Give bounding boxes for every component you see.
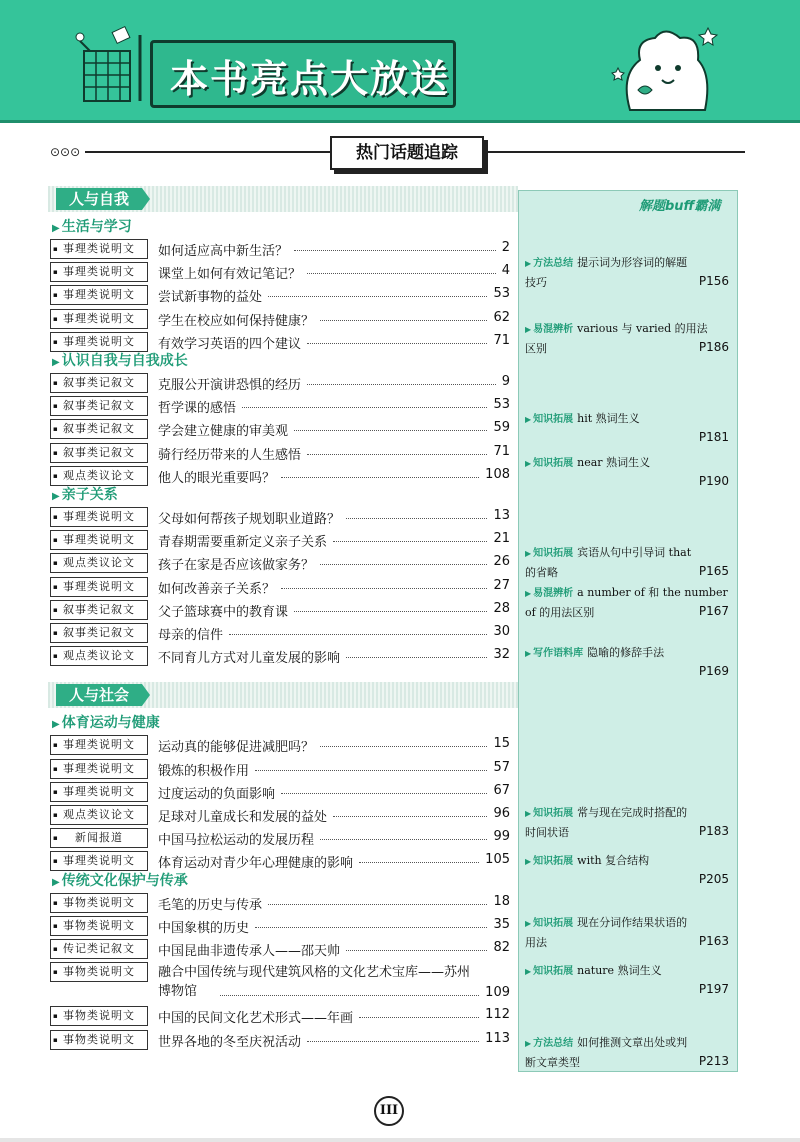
dot-leader bbox=[320, 746, 487, 747]
tip-page-ref: P181 bbox=[698, 430, 729, 444]
toc-row[interactable] bbox=[50, 238, 516, 260]
page-ref: 9 bbox=[501, 374, 510, 389]
dot-leader bbox=[294, 611, 487, 612]
toc-row[interactable] bbox=[50, 1029, 516, 1051]
tip-item bbox=[525, 961, 733, 996]
genre-tag: ▪ 叙事类记叙文 bbox=[50, 443, 148, 463]
tip-text-continued: 区别 bbox=[525, 342, 547, 355]
toc-row[interactable] bbox=[50, 261, 516, 283]
article-title: 克服公开演讲恐惧的经历 bbox=[158, 378, 302, 393]
tip-text: a number of 和 the number bbox=[577, 586, 728, 599]
genre-tag: ▪ 传记类记叙文 bbox=[50, 939, 148, 959]
toc-row[interactable] bbox=[50, 827, 516, 849]
page-ref: 71 bbox=[493, 332, 510, 348]
page-ref: 53 bbox=[493, 286, 510, 302]
triangle-bullet-icon: ▶ bbox=[52, 357, 60, 368]
tip-text-continued: 技巧 bbox=[525, 276, 547, 289]
genre-tag: ▪ 事理类说明文 bbox=[50, 262, 148, 282]
page-ref: 108 bbox=[485, 466, 510, 482]
genre-tag: ▪ 事理类说明文 bbox=[50, 507, 148, 527]
dot-leader bbox=[359, 1017, 479, 1018]
article-title: 中国象棋的历史 bbox=[158, 920, 250, 936]
tip-text-continued: 时间状语 bbox=[525, 826, 569, 839]
genre-tag: ▪ 事物类说明文 bbox=[50, 962, 148, 982]
dot-leader bbox=[346, 657, 487, 658]
genre-tag: ▪ 事物类说明文 bbox=[50, 1030, 148, 1050]
tip-item bbox=[525, 453, 733, 488]
triangle-bullet-icon: ▶ bbox=[52, 223, 60, 234]
article-title: 锻炼的积极作用 bbox=[158, 763, 250, 779]
tip-item bbox=[525, 409, 733, 444]
dot-leader bbox=[255, 927, 487, 928]
triangle-bullet-icon: ▶ bbox=[52, 876, 60, 888]
page-ref: 53 bbox=[493, 397, 510, 413]
tip-item bbox=[525, 319, 733, 358]
toc-row[interactable] bbox=[50, 961, 516, 1005]
toc-row[interactable] bbox=[50, 645, 516, 667]
dot-leader bbox=[268, 296, 487, 297]
dot-leader bbox=[346, 950, 487, 951]
article-title: 融合中国传统与现代建筑风格的文化艺术宝库——苏州博物馆 bbox=[158, 965, 471, 1000]
genre-tag: ▪ 事理类说明文 bbox=[50, 285, 148, 305]
article-title: 运动真的能够促进减肥吗？ bbox=[158, 740, 315, 756]
toc-row[interactable] bbox=[50, 465, 516, 487]
genre-tag: ▪ 观点类议论文 bbox=[50, 805, 148, 825]
page-ref: 2 bbox=[501, 240, 510, 255]
article-title: 有效学习英语的四个建议 bbox=[158, 336, 302, 352]
tip-item bbox=[525, 543, 733, 582]
dot-leader bbox=[255, 770, 487, 771]
tips-panel-heading: 解题buff霸满 bbox=[639, 199, 721, 214]
genre-tag: ▪ 事理类说明文 bbox=[50, 735, 148, 755]
article-title: 母亲的信件 bbox=[158, 628, 224, 643]
article-title: 青春期需要重新定义亲子关系 bbox=[158, 535, 328, 551]
genre-tag: ▪ 观点类议论文 bbox=[50, 553, 148, 573]
tip-kind: ▶ 知识拓展 bbox=[525, 414, 573, 425]
genre-tag: ▪ 观点类议论文 bbox=[50, 646, 148, 666]
genre-tag: ▪ 事理类说明文 bbox=[50, 782, 148, 802]
toc-row[interactable] bbox=[50, 781, 516, 803]
article-title: 世界各地的冬至庆祝活动 bbox=[158, 1034, 302, 1050]
alpaca-mascot-icon bbox=[610, 20, 720, 115]
section-label: 人与自我 bbox=[56, 188, 142, 210]
tip-page-ref: P165 bbox=[698, 564, 729, 578]
dot-leader bbox=[333, 541, 487, 542]
tip-kind: ▶ 知识拓展 bbox=[525, 918, 573, 929]
genre-tag: ▪ 事物类说明文 bbox=[50, 1006, 148, 1026]
tip-text: 隐喻的修辞手法 bbox=[587, 646, 665, 659]
tip-text: near 熟词生义 bbox=[577, 456, 651, 469]
group-heading-text: 亲子关系 bbox=[61, 487, 118, 503]
tip-page-ref: P213 bbox=[698, 1054, 729, 1068]
tip-page-ref: P205 bbox=[698, 872, 729, 886]
tip-item bbox=[525, 253, 733, 292]
toc-row[interactable] bbox=[50, 442, 516, 464]
page-ref: 113 bbox=[485, 1030, 510, 1046]
dot-leader bbox=[320, 839, 487, 840]
toc-row[interactable] bbox=[50, 529, 516, 551]
dot-leader bbox=[281, 793, 487, 794]
dot-leader bbox=[359, 862, 479, 863]
dot-leader bbox=[281, 477, 479, 478]
article-title: 不同育儿方式对儿童发展的影响 bbox=[158, 651, 341, 667]
page-ref: 99 bbox=[493, 829, 510, 845]
dot-leader bbox=[307, 454, 487, 455]
page-ref: 71 bbox=[493, 443, 510, 459]
dot-leader bbox=[281, 588, 487, 589]
page-ref: 62 bbox=[493, 309, 510, 325]
tip-kind: ▶ 方法总结 bbox=[525, 258, 573, 269]
page-ref: 13 bbox=[493, 508, 510, 523]
article-title: 学会建立健康的审美观 bbox=[158, 424, 289, 440]
tip-text: with 复合结构 bbox=[577, 854, 650, 867]
toc-row[interactable] bbox=[50, 372, 516, 394]
triangle-bullet-icon: ▶ bbox=[52, 719, 60, 731]
tip-kind: ▶ 易混辨析 bbox=[525, 588, 573, 599]
page-title: 本书亮点大放送 bbox=[170, 57, 451, 101]
tip-text: nature 熟词生义 bbox=[577, 964, 662, 977]
page-ref: 96 bbox=[493, 806, 510, 821]
dot-leader bbox=[307, 384, 496, 385]
tip-page-ref: P197 bbox=[698, 982, 729, 996]
genre-tag: ▪ 事理类说明文 bbox=[50, 309, 148, 329]
article-title: 尝试新事物的益处 bbox=[158, 290, 263, 306]
article-title: 父母如何帮孩子规划职业道路？ bbox=[158, 512, 341, 527]
header-banner bbox=[0, 0, 800, 123]
page-number: III bbox=[374, 1096, 404, 1126]
tip-text: various 与 varied 的用法 bbox=[577, 322, 708, 335]
page-ref: 18 bbox=[493, 893, 510, 909]
tips-panel bbox=[518, 190, 738, 1072]
toc-row[interactable] bbox=[50, 418, 516, 440]
group-heading-text: 传统文化保护与传承 bbox=[61, 872, 188, 889]
dots-decoration-icon: ⊙⊙⊙ bbox=[50, 145, 81, 159]
tip-kind: ▶ 方法总结 bbox=[525, 1038, 573, 1049]
dot-leader bbox=[229, 634, 487, 635]
page-ref: 35 bbox=[493, 916, 510, 932]
genre-tag: ▪ 叙事类记叙文 bbox=[50, 373, 148, 393]
article-title: 过度运动的负面影响 bbox=[158, 786, 276, 802]
group-heading bbox=[52, 870, 188, 890]
group-heading bbox=[52, 484, 118, 504]
dot-leader bbox=[307, 273, 496, 274]
tip-kind: ▶ 易混辨析 bbox=[525, 324, 573, 335]
tip-item bbox=[525, 803, 733, 842]
genre-tag: ▪ 事理类说明文 bbox=[50, 759, 148, 779]
toc-row[interactable] bbox=[50, 599, 516, 621]
group-heading bbox=[52, 350, 188, 370]
genre-tag: ▪ 事理类说明文 bbox=[50, 851, 148, 871]
page-ref: 112 bbox=[485, 1007, 510, 1023]
genre-tag: ▪ 叙事类记叙文 bbox=[50, 623, 148, 643]
tip-text: 常与现在完成时搭配的 bbox=[577, 806, 688, 819]
tip-item bbox=[525, 913, 733, 952]
tip-page-ref: P169 bbox=[698, 664, 729, 678]
dot-leader bbox=[220, 995, 479, 996]
title-bar bbox=[150, 40, 450, 102]
dot-leader bbox=[268, 904, 487, 905]
tip-kind: ▶ 写作语料库 bbox=[525, 648, 583, 659]
section-header bbox=[48, 682, 518, 708]
article-title: 孩子在家是否应该做家务？ bbox=[158, 558, 315, 574]
article-title: 学生在校应如何保持健康？ bbox=[158, 313, 315, 329]
topic-banner-title: 热门话题追踪 bbox=[330, 136, 484, 170]
toc-row[interactable] bbox=[50, 284, 516, 306]
genre-tag: ▪ 事物类说明文 bbox=[50, 893, 148, 913]
dot-leader bbox=[307, 1041, 479, 1042]
page-ref: 27 bbox=[493, 577, 510, 593]
page-ref: 109 bbox=[485, 985, 510, 1001]
article-title: 哲学课的感悟 bbox=[158, 401, 237, 417]
toc-row[interactable] bbox=[50, 892, 516, 914]
topic-banner bbox=[50, 132, 750, 172]
tip-item bbox=[525, 851, 733, 886]
group-heading bbox=[52, 216, 132, 236]
article-title: 足球对儿童成长和发展的益处 bbox=[158, 810, 328, 825]
article-title: 如何适应高中新生活？ bbox=[158, 244, 289, 259]
toc-row[interactable] bbox=[50, 506, 516, 528]
dot-leader bbox=[320, 564, 487, 565]
tip-item bbox=[525, 1033, 733, 1072]
article-title: 父子篮球赛中的教育课 bbox=[158, 604, 289, 620]
tip-text: 现在分词作结果状语的 bbox=[577, 916, 688, 929]
page-ref: 4 bbox=[501, 263, 510, 279]
page-ref: 32 bbox=[493, 647, 510, 663]
dot-leader bbox=[307, 343, 487, 344]
page-ref: 82 bbox=[493, 940, 510, 955]
tip-kind: ▶ 知识拓展 bbox=[525, 856, 573, 867]
page-ref: 57 bbox=[493, 759, 510, 775]
dot-leader bbox=[242, 407, 487, 408]
dot-leader bbox=[294, 250, 496, 251]
page-ref: 59 bbox=[493, 420, 510, 436]
toc-row[interactable] bbox=[50, 1005, 516, 1027]
tip-text: 提示词为形容词的解题 bbox=[577, 256, 688, 269]
tip-text-continued: 断文章类型 bbox=[525, 1056, 580, 1069]
tip-text: 如何推测文章出处或判 bbox=[577, 1036, 688, 1049]
group-heading-text: 体育运动与健康 bbox=[61, 715, 160, 732]
article-title: 他人的眼光重要吗？ bbox=[158, 470, 276, 486]
toc-row[interactable] bbox=[50, 552, 516, 574]
tip-text-continued: of 的用法区别 bbox=[525, 606, 595, 619]
genre-tag: ▪ 事理类说明文 bbox=[50, 577, 148, 597]
dot-leader bbox=[333, 816, 487, 817]
tip-kind: ▶ 知识拓展 bbox=[525, 966, 573, 977]
page-ref: 15 bbox=[493, 736, 510, 752]
genre-tag: ▪ 叙事类记叙文 bbox=[50, 396, 148, 416]
tip-kind: ▶ 知识拓展 bbox=[525, 458, 573, 469]
toc-row[interactable] bbox=[50, 734, 516, 756]
tip-item bbox=[525, 643, 733, 678]
toc-row[interactable] bbox=[50, 804, 516, 826]
article-title: 中国昆曲非遗传承人——邵天帅 bbox=[158, 944, 341, 959]
triangle-bullet-icon: ▶ bbox=[52, 491, 60, 502]
article-title: 中国马拉松运动的发展历程 bbox=[158, 833, 315, 849]
tip-page-ref: P167 bbox=[698, 604, 729, 618]
toc-row[interactable] bbox=[50, 915, 516, 937]
article-title: 体育运动对青少年心理健康的影响 bbox=[158, 856, 354, 872]
group-heading-text: 认识自我与自我成长 bbox=[61, 353, 188, 369]
tip-page-ref: P156 bbox=[698, 274, 729, 288]
toc-row[interactable] bbox=[50, 938, 516, 960]
tip-page-ref: P190 bbox=[698, 474, 729, 488]
dot-leader bbox=[320, 320, 487, 321]
genre-tag: ▪ 事物类说明文 bbox=[50, 916, 148, 936]
genre-tag: ▪ 事理类说明文 bbox=[50, 239, 148, 259]
genre-tag: ▪ 叙事类记叙文 bbox=[50, 419, 148, 439]
page-ref: 26 bbox=[493, 554, 510, 570]
toc-row[interactable] bbox=[50, 308, 516, 330]
page-ref: 67 bbox=[493, 782, 510, 798]
tip-page-ref: P163 bbox=[698, 934, 729, 948]
page-ref: 28 bbox=[493, 600, 510, 616]
page-ref: 21 bbox=[493, 531, 510, 547]
group-heading-text: 生活与学习 bbox=[61, 219, 132, 235]
tip-text-continued: 用法 bbox=[525, 936, 547, 949]
toc-row[interactable] bbox=[50, 758, 516, 780]
genre-tag: ▪ 新闻报道 bbox=[50, 828, 148, 848]
article-title: 毛笔的历史与传承 bbox=[158, 897, 263, 913]
genre-tag: ▪ 叙事类记叙文 bbox=[50, 600, 148, 620]
tip-kind: ▶ 知识拓展 bbox=[525, 808, 573, 819]
section-label: 人与社会 bbox=[56, 684, 142, 706]
bottom-border bbox=[0, 1138, 800, 1142]
tip-text: 宾语从句中引导词 that bbox=[577, 546, 692, 559]
page-ref: 30 bbox=[493, 624, 510, 639]
group-heading bbox=[52, 712, 160, 732]
dot-leader bbox=[294, 430, 487, 431]
genre-tag: ▪ 观点类议论文 bbox=[50, 466, 148, 486]
tip-page-ref: P183 bbox=[698, 824, 729, 838]
genre-tag: ▪ 事理类说明文 bbox=[50, 530, 148, 550]
page-ref: 105 bbox=[485, 852, 510, 868]
tip-kind: ▶ 知识拓展 bbox=[525, 548, 573, 559]
tip-text-continued: 的省略 bbox=[525, 566, 558, 579]
tip-text: hit 熟词生义 bbox=[577, 412, 640, 425]
genre-tag: ▪ 事理类说明文 bbox=[50, 332, 148, 352]
building-illustration-icon bbox=[70, 25, 150, 105]
tip-item bbox=[525, 583, 733, 622]
article-title: 如何改善亲子关系？ bbox=[158, 581, 276, 597]
dot-leader bbox=[346, 518, 487, 519]
article-title: 课堂上如何有效记笔记？ bbox=[158, 267, 302, 283]
section-header bbox=[48, 186, 518, 212]
toc-row[interactable] bbox=[50, 395, 516, 417]
toc-row[interactable] bbox=[50, 576, 516, 598]
article-title: 中国的民间文化艺术形式——年画 bbox=[158, 1011, 354, 1027]
toc-row[interactable] bbox=[50, 622, 516, 644]
article-title: 骑行经历带来的人生感悟 bbox=[158, 447, 302, 463]
tip-page-ref: P186 bbox=[698, 340, 729, 354]
